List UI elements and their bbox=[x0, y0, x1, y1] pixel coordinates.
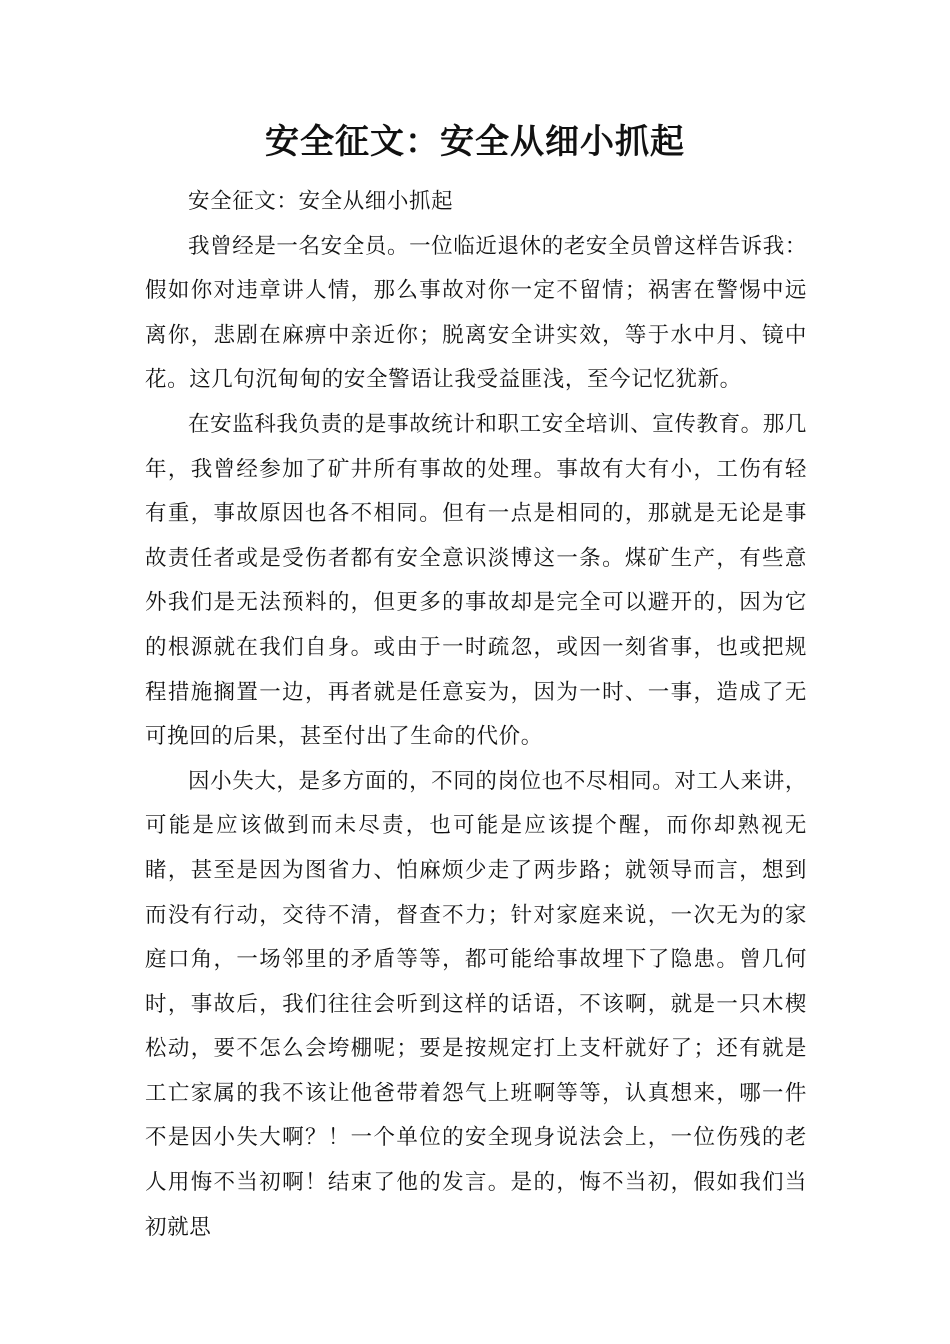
paragraph-subtitle: 安全征文：安全从细小抓起 bbox=[188, 189, 454, 214]
paragraph-3: 因小失大，是多方面的，不同的岗位也不尽相同。对工人来讲，可能是应该做到而未尽责，也可能是应该提个醒，而你却熟视无睹，甚至是因为图省力、怕麻烦少走了两步路；就领导而言，想到而没有行动，交待不清，督查不力；针对家庭来说，一次无为的家庭口角，一场邻里的矛盾等等，都可能给事故埋下了隐患。曾几何时，事故后，我们往往会听到这样的话语，不该啊，就是一只木楔松动，要不怎么会垮棚呢；要是按规定打上支杆就好了；还有就是工亡家属的我不该让他爸带着怨气上班啊等等，认真想来，哪一件不是因小失大啊？！一个单位的安全现身说法会上，一位伤残的老人用悔不当初啊！结束了他的发言。是的，悔不当初，假如我们当初就思 bbox=[145, 768, 807, 1240]
paragraph-1: 我曾经是一名安全员。一位临近退休的老安全员曾这样告诉我：假如你对违章讲人情，那么事故对你一定不留情；祸害在警惕中远离你，悲剧在麻痹中亲近你；脱离安全讲实效，等于水中月、镜中花。这几句沉甸甸的安全警语让我受益匪浅，至今记忆犹新。 bbox=[145, 233, 807, 393]
document-body bbox=[145, 180, 807, 1250]
paragraph-2: 在安监科我负责的是事故统计和职工安全培训、宣传教育。那几年，我曾经参加了矿井所有事故的处理。事故有大有小，工伤有轻有重，事故原因也各不相同。但有一点是相同的，那就是无论是事故责任者或是受伤者都有安全意识淡博这一条。煤矿生产，有些意外我们是无法预料的，但更多的事故却是完全可以避开的，因为它的根源就在我们自身。或由于一时疏忽，或因一刻省事，也或把规程措施搁置一边，再者就是任意妄为，因为一时、一事，造成了无可挽回的后果，甚至付出了生命的代价。 bbox=[145, 411, 807, 750]
document-title: 安全征文：安全从细小抓起 bbox=[265, 122, 685, 162]
